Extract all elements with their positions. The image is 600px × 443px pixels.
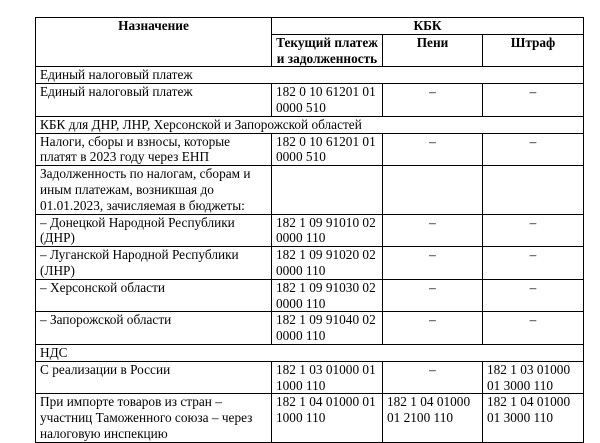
row-label: – Донецкой Народной Республики (ДНР) [36, 214, 272, 247]
row-label: С реализации в России [36, 361, 272, 394]
row-label: – Херсонской области [36, 279, 272, 312]
row-fine: – [483, 133, 584, 166]
row-fine: 182 1 04 01000 01 3000 110 [483, 394, 584, 442]
section-row [36, 116, 584, 133]
row-current: 182 0 10 61201 01 0000 510 [272, 84, 383, 117]
row-label: При импорте товаров из стран – участниц Таможенного союза – через налоговую инспекцию [36, 394, 272, 442]
table-row [36, 394, 584, 442]
table-row [36, 279, 584, 312]
section-new-regions: КБК для ДНР, ЛНР, Херсонской и Запорожской областей [36, 116, 584, 133]
table-row [36, 214, 584, 247]
row-label: Налоги, сборы и взносы, которые платят в 2023 году через ЕНП [36, 133, 272, 166]
row-fine: 182 1 03 01000 01 3000 110 [483, 361, 584, 394]
row-label: Задолженность по налогам, сборам и иным платежам, возникшая до 01.01.2023, зачисляемая в бюджеты: [36, 166, 272, 214]
row-penalties: – [383, 214, 483, 247]
section-enp: Единый налоговый платеж [36, 67, 584, 84]
row-fine: – [483, 279, 584, 312]
row-penalties: 182 1 04 01000 01 2100 110 [383, 394, 483, 442]
row-fine [483, 166, 584, 214]
table-row [36, 84, 584, 117]
table-row [36, 312, 584, 345]
header-row [36, 18, 584, 35]
row-penalties: – [383, 133, 483, 166]
row-penalties: – [383, 361, 483, 394]
row-penalties: – [383, 312, 483, 345]
table-row [36, 247, 584, 280]
header-kbk: КБК [272, 18, 584, 35]
header-current: Текущий платеж и задолженность [272, 34, 383, 67]
row-current [272, 166, 383, 214]
row-penalties: – [383, 84, 483, 117]
row-current: 182 1 09 91040 02 0000 110 [272, 312, 383, 345]
row-fine: – [483, 84, 584, 117]
row-penalties: – [383, 279, 483, 312]
row-current: 182 1 03 01000 01 1000 110 [272, 361, 383, 394]
row-penalties: – [383, 247, 483, 280]
row-penalties [383, 166, 483, 214]
section-row [36, 344, 584, 361]
section-nds: НДС [36, 344, 584, 361]
row-label: – Запорожской области [36, 312, 272, 345]
header-fine: Штраф [483, 34, 584, 67]
table-row [36, 361, 584, 394]
row-current: 182 1 09 91020 02 0000 110 [272, 247, 383, 280]
row-fine: – [483, 312, 584, 345]
row-fine: – [483, 247, 584, 280]
row-current: 182 0 10 61201 01 0000 510 [272, 133, 383, 166]
kbk-table [35, 17, 584, 443]
header-penalties: Пени [383, 34, 483, 67]
row-fine: – [483, 214, 584, 247]
row-current: 182 1 04 01000 01 1000 110 [272, 394, 383, 442]
table-row [36, 166, 584, 214]
table-row [36, 133, 584, 166]
row-label: – Луганской Народной Республики (ЛНР) [36, 247, 272, 280]
row-current: 182 1 09 91010 02 0000 110 [272, 214, 383, 247]
header-purpose: Назначение [36, 18, 272, 67]
row-current: 182 1 09 91030 02 0000 110 [272, 279, 383, 312]
row-label: Единый налоговый платеж [36, 84, 272, 117]
section-row [36, 67, 584, 84]
